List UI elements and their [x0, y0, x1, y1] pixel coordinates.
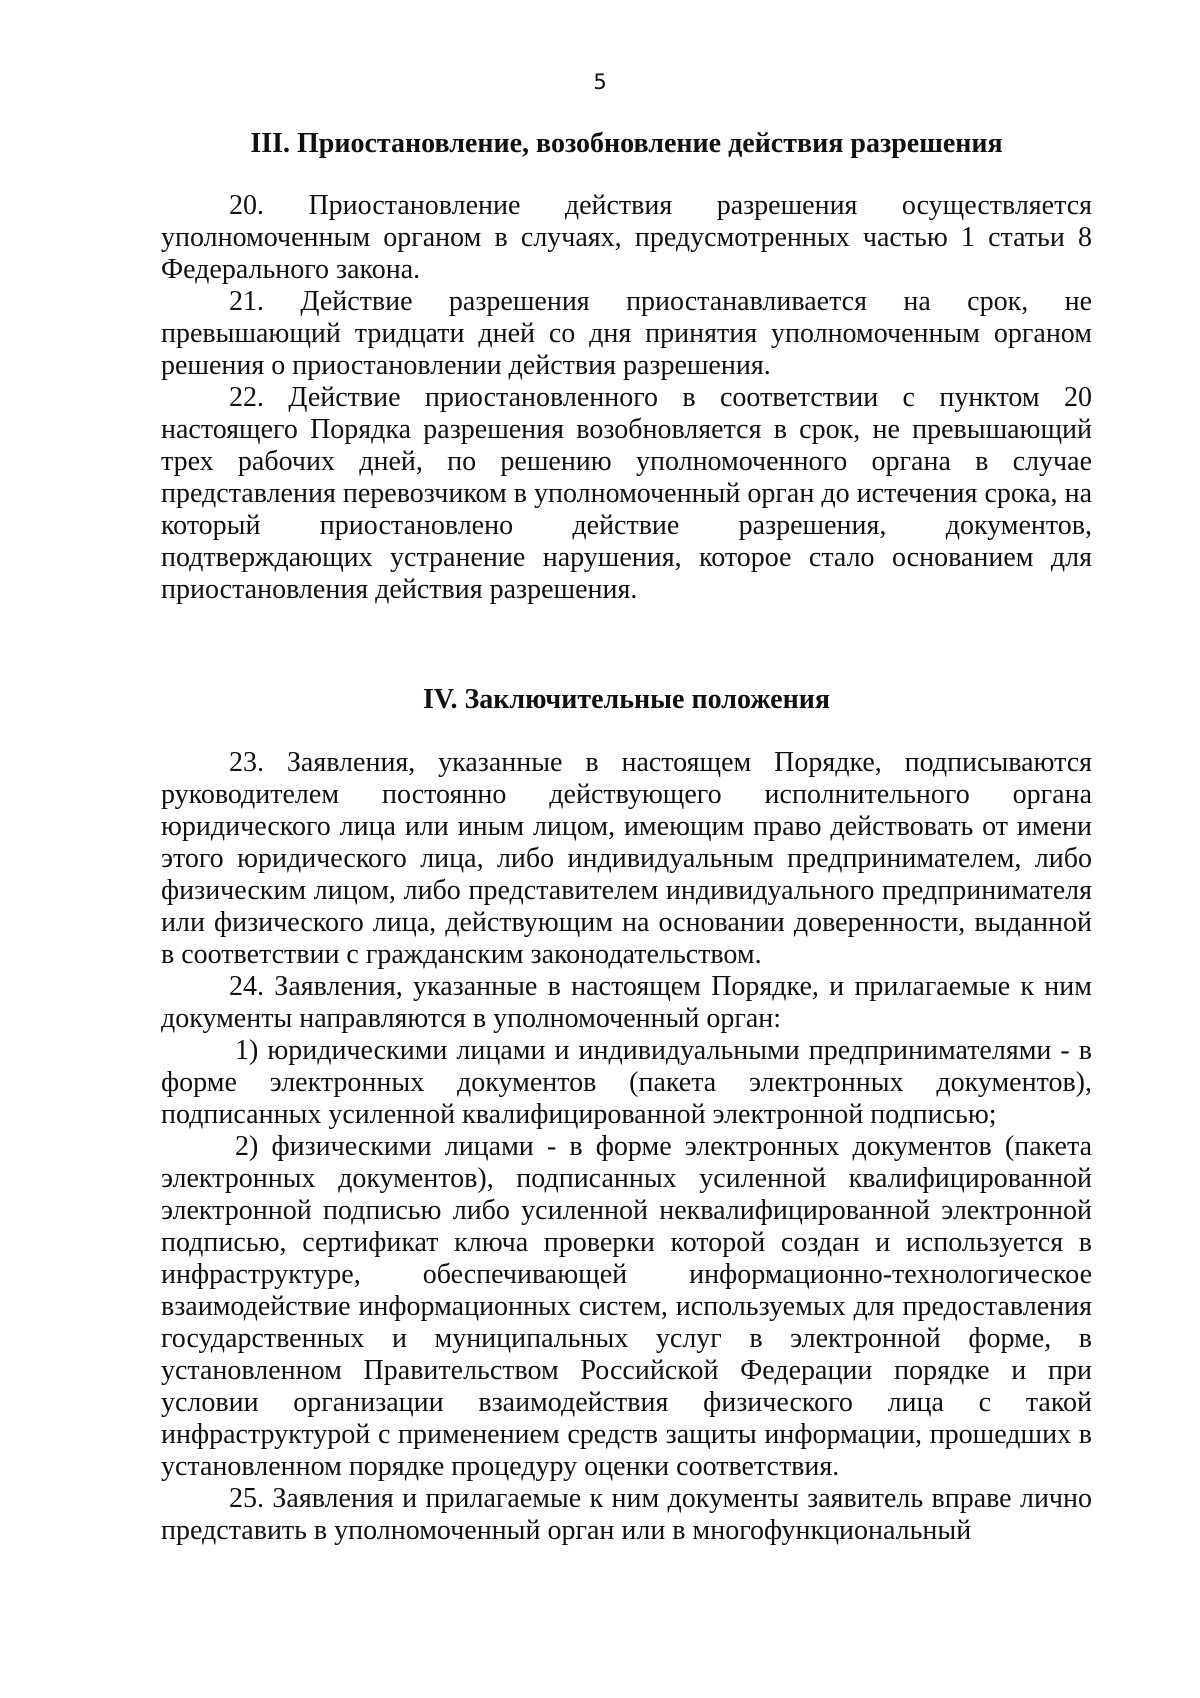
paragraph-22: 22. Действие приостановленного в соответствии с пунктом 20 настоящего Порядка разрешения возобновляется в срок, не превышающий трех рабочих дней, по решению уполномоченного органа в случае представления перевозчиком в уполномоченный орган до истечения срока, на который приостановлено действие разрешения, документов, подтверждающих устранение нарушения, которое стало основанием для приостановления действия разрешения. [161, 382, 1092, 605]
paragraph-25: 25. Заявления и прилагаемые к ним документы заявитель вправе лично представить в уполномоченный орган или в многофункциональный [161, 1483, 1092, 1546]
section-heading: IV. Заключительные положения [422, 684, 831, 715]
paragraph-24-item-2: 2) физическими лицами - в форме электронных документов (пакета электронных документов), подписанных усиленной квалифицированной электронной подписью либо усиленной неквалифицированной электронной подписью, сертификат ключа проверки которой создан и используется в инфраструктуре, обеспечивающей информационно-технологическое взаимодействие информационных систем, используемых для предоставления государственных и муниципальных услуг в электронной форме, в установленном Правительством Российской Федерации порядке и при условии организации взаимодействия физического лица с такой инфраструктурой с применением средств защиты информации, прошедших в установленном порядке процедуру оценки соответствия. [161, 1131, 1092, 1482]
section-heading: III. Приостановление, возобновление действия разрешения [250, 128, 1003, 159]
paragraph-20: 20. Приостановление действия разрешения осуществляется уполномоченным органом в случаях, предусмотренных частью 1 статьи 8 Федерального закона. [161, 190, 1092, 285]
paragraph-24-item-1: 1) юридическими лицами и индивидуальными предпринимателями - в форме электронных документов (пакета электронных документов), подписанных усиленной квалифицированной электронной подписью; [161, 1035, 1092, 1130]
paragraph-21: 21. Действие разрешения приостанавливается на срок, не превышающий тридцати дней со дня принятия уполномоченным органом решения о приостановлении действия разрешения. [161, 286, 1092, 381]
section-final-provisions [161, 684, 1092, 1547]
document-body [161, 128, 1092, 1547]
section-suspension [161, 128, 1092, 606]
page-number: 5 [593, 70, 607, 94]
paragraph-23: 23. Заявления, указанные в настоящем Порядке, подписываются руководителем постоянно действующего исполнительного органа юридического лица или иным лицом, имеющим право действовать от имени этого юридического лица, либо индивидуальным предпринимателем, либо физическим лицом, либо представителем индивидуального предпринимателя или физического лица, действующим на основании доверенности, выданной в соответствии с гражданским законодательством. [161, 747, 1092, 970]
paragraph-24: 24. Заявления, указанные в настоящем Порядке, и прилагаемые к ним документы направляются в уполномоченный орган: [161, 971, 1092, 1034]
